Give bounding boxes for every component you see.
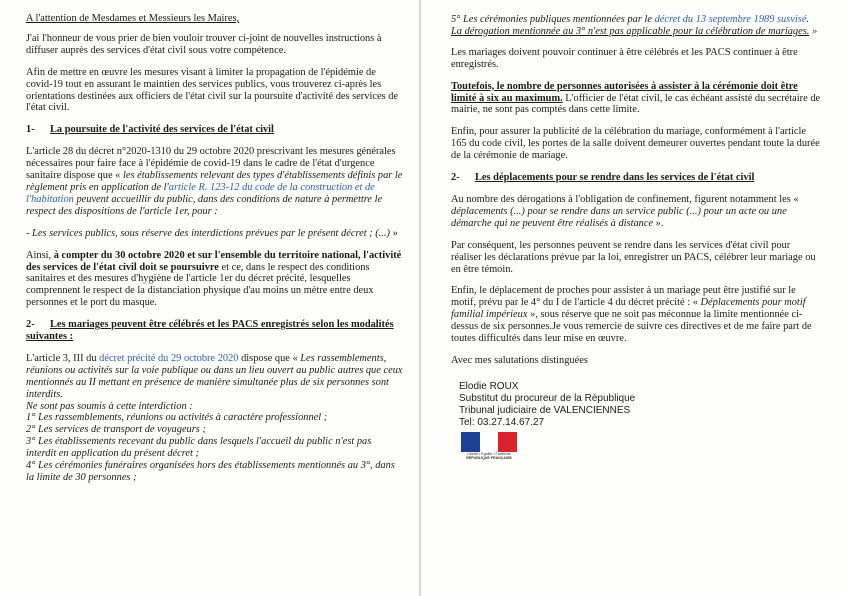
text-span: L'article 3, III du (26, 352, 100, 364)
logo-text: RÉPUBLIQUE FRANÇAISE (466, 456, 512, 461)
text-span: ». (653, 217, 664, 229)
signatory-title: Substitut du procureur de la République (459, 392, 636, 404)
logo-motto: Liberté • Égalité • Fraternité (467, 451, 511, 456)
quote-span: déplacements (...) pour se rendre dans un service public (...) pour un acte ou une démarche qui ne peuvent être réalisés à distance (451, 205, 787, 229)
intro-paragraph-1: J'ai l'honneur de vous prier de bien vouloir trouver ci-joint de nouvelles instructions à diffuser auprès des services d'état civil sous votre compétence. (26, 32, 382, 56)
quote-line: 2° Les services de transport de voyageurs ; (26, 424, 206, 436)
quote-line: 4° Les cérémonies funéraires organisées hors des établissements mentionnés au 3°, dans la limite de 30 personnes ; (26, 460, 395, 483)
text-span: Enfin, le déplacement de proches pour assister à un mariage peut être justifié sur le motif, prévu par le 4° du I de l'article 4 du décret précité : « (451, 285, 796, 309)
underlined-quote: La dérogation mentionnée au 3° n'est pas applicable pour la célébration de mariages. (451, 25, 810, 37)
right-column (451, 14, 823, 461)
text-span: Au nombre des dérogations à l'obligation de confinement, figurent notamment les « (451, 193, 799, 205)
section-1-paragraph-3 (26, 250, 404, 310)
limit-paragraph (451, 81, 823, 117)
mariages-paragraph: Les mariages doivent pouvoir continuer à être célébrés et les PACS continuer à être enregistrés. (451, 46, 798, 70)
quote-line: Ne sont pas soumis à cette interdiction : (26, 400, 193, 412)
signature-block (459, 381, 823, 429)
section-1-heading (26, 124, 404, 136)
bold-underlined-span: Toutefois, le nombre de personnes autorisées à assister à la cérémonie doit être limité à six au maximum. (451, 80, 798, 104)
quote-span: » (809, 25, 818, 37)
intro-paragraph-2: Afin de mettre en œuvre les mesures visant à limiter la propagation de l'épidémie de covid-19 tout en assurant le maintien des services publics, vous trouverez ci-après les orientations destinées aux officiers de l'état civil sur la poursuite d'activité des services de l'état civil. (26, 66, 399, 114)
text-span: Ainsi, (26, 249, 54, 261)
quote-line: 3° Les établissements recevant du public dans lesquels l'accueil du public n'est pas interdit en application du présent décret ; (26, 436, 372, 460)
derogations-paragraph (451, 194, 823, 230)
signatory-name: Elodie ROUX (459, 380, 519, 392)
left-column (26, 13, 404, 484)
quote-span: peuvent accueillir du public, dans des conditions de nature à permettre le respect des dispositions de l'article 1er, pour : (26, 193, 383, 217)
section-1-title: La poursuite de l'activité des services de l'état civil (50, 124, 274, 136)
quote-span: 5° Les cérémonies publiques mentionnées par le (451, 14, 655, 25)
quote-line (451, 14, 823, 26)
section-2-heading (451, 172, 823, 184)
quote-line (451, 26, 823, 38)
left-page (0, 0, 420, 596)
text-span: dispose que « (238, 352, 301, 364)
proches-paragraph (451, 285, 823, 345)
section-2-heading (26, 319, 404, 343)
text-span: » (389, 227, 398, 239)
section-2-paragraph-1 (26, 353, 404, 401)
flag-stripe (461, 432, 480, 452)
phone-number: Tel: 03.27.14.67.27 (459, 416, 545, 428)
section-1-number: 1- (26, 124, 35, 136)
court-name: Tribunal judiciaire de VALENCIENNES (459, 404, 631, 416)
quote-span: Les rassemblements, réunions ou activités sur la voie publique ou dans un lieu ouvert au public autres que ceux mentionnés au II mettant en présence de manière simultanée plus de six personnes sont interdits. (26, 352, 403, 400)
section-1-paragraph-2 (26, 228, 404, 240)
salutation: A l'attention de Mesdames et Messieurs les Maires, (26, 13, 240, 24)
section-2-number: 2- (451, 172, 460, 184)
text-span: L'article 28 du décret n°2020-1310 du 29 octobre 2020 prescrivant les mesures générales nécessaires pour faire face à l'épidémie de covid-19 dans le cadre de l'état d'urgence sanitaire dispose que « (26, 146, 396, 182)
section-2-title: Les déplacements pour se rendre dans les services de l'état civil (475, 172, 755, 184)
text-span: et ce, dans le respect des conditions sanitaires et des mesures d'hygiène de l'article 1er du décret précité, lesquelles comprennent le respect de la distanciation physique d'au moins un mètre entre deux personnes et le port du masque. (26, 261, 374, 309)
quote-span: les établissements relevant des types d'établissements définis par le règlement pris en application de l' (26, 170, 403, 193)
text-span: L'officier de l'état civil, le cas échéant assisté du secrétaire de mairie, ne sont pas comptés dans cette limite. (451, 92, 821, 116)
section-1-paragraph-1 (26, 146, 404, 217)
quote-span: . (806, 14, 810, 25)
closing-line: Avec mes salutations distinguées (451, 354, 588, 366)
flag-stripe (498, 432, 517, 452)
quote-span: - Les services publics, sous réserve des interdictions prévues par le présent décret ; (...) (26, 227, 390, 239)
quote-span: Déplacements pour motif familial impérieux (451, 297, 806, 321)
decree-link[interactable]: décret précité du 29 octobre 2020 (99, 352, 239, 364)
right-page (421, 0, 842, 596)
section-2-title: Les mariages peuvent être célébrés et les PACS enregistrés selon les modalités suivantes : (26, 319, 394, 343)
article-link[interactable]: article R. 123-12 du code de la construction et de l'habitation (26, 181, 375, 205)
flag-stripe (480, 432, 499, 452)
republique-francaise-logo (461, 432, 517, 461)
consequence-paragraph: Par conséquent, les personnes peuvent se rendre dans les services d'état civil pour réaliser les déclarations prévue par la loi, enregistrer un PACS, célébrer leur mariage ou en être témoin. (451, 239, 816, 275)
marianne-flag-icon (461, 432, 517, 452)
text-span: », sous réserve que ne soit pas méconnue la limite mentionnée ci-dessus de six personnes.Je vous remercie de suivre ces directives et de me faire part de toutes difficultés dans leur mise en œuvre. (451, 309, 812, 345)
bold-span: à compter du 30 octobre 2020 et sur l'ensemble du territoire national, l'activité des services de l'état civil doit se poursuivre (26, 249, 402, 273)
publicite-paragraph: Enfin, pour assurer la publicité de la célébration du mariage, conformément à l'article 165 du code civil, les portes de la salle doivent demeurer ouvertes pendant toute la durée de la cérémonie de mariage. (451, 126, 820, 162)
decree-link[interactable]: décret du 13 septembre 1989 susvisé (654, 14, 807, 25)
quote-line: 1° Les rassemblements, réunions ou activités à caractère professionnel ; (26, 412, 328, 424)
section-2-number: 2- (26, 319, 35, 331)
